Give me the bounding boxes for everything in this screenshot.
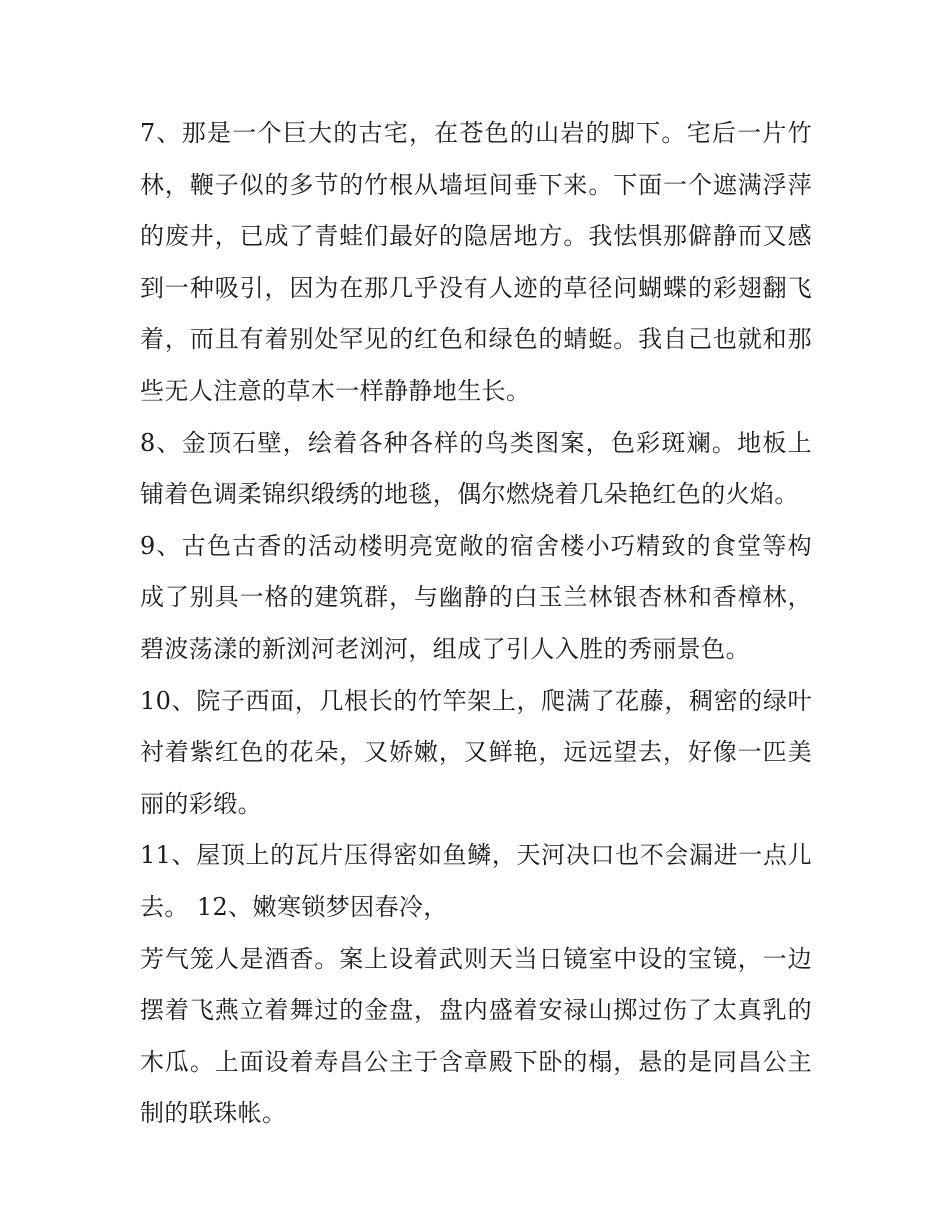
paragraph-10: 10、院子西面，几根长的竹竿架上，爬满了花藤，稠密的绿叶衬着紫红色的花朵，又娇嫩，又鲜艳，远远望去，好像一匹美丽的彩缎。 xyxy=(140,686,812,818)
paragraph-12-continued: 芳气笼人是酒香。案上设着武则天当日镜室中设的宝镜，一边摆着飞燕立着舞过的金盘，盘内盛着安禄山掷过伤了太真乳的木瓜。上面设着寿昌公主于含章殿下卧的榻，悬的是同昌公主制的联珠帐。 xyxy=(140,944,812,1128)
paragraph-11-12: 11、屋顶上的瓦片压得密如鱼鳞，天河决口也不会漏进一点儿去。 12、嫩寒锁梦因春冷， xyxy=(140,841,812,921)
paragraph-9: 9、古色古香的活动楼明亮宽敞的宿舍楼小巧精致的食堂等构成了别具一格的建筑群，与幽静的白玉兰林银杏林和香樟林，碧波荡漾的新浏河老浏河，组成了引人入胜的秀丽景色。 xyxy=(140,531,812,663)
paragraph-7: 7、那是一个巨大的古宅，在苍色的山岩的脚下。宅后一片竹林，鞭子似的多节的竹根从墙垣间垂下来。下面一个遮满浮萍的废井，已成了青蛙们最好的隐居地方。我怯惧那僻静而又感到一种吸引，因为在那几乎没有人迹的草径问蝴蝶的彩翅翻飞着，而且有着别处罕见的红色和绿色的蜻蜓。我自己也就和那些无人注意的草木一样静静地生长。 xyxy=(140,119,812,405)
document-page xyxy=(140,108,812,1140)
paragraph-8: 8、金顶石壁，绘着各种各样的鸟类图案，色彩斑斓。地板上铺着色调柔锦织缎绣的地毯，偶尔燃烧着几朵艳红色的火焰。 xyxy=(140,428,812,509)
